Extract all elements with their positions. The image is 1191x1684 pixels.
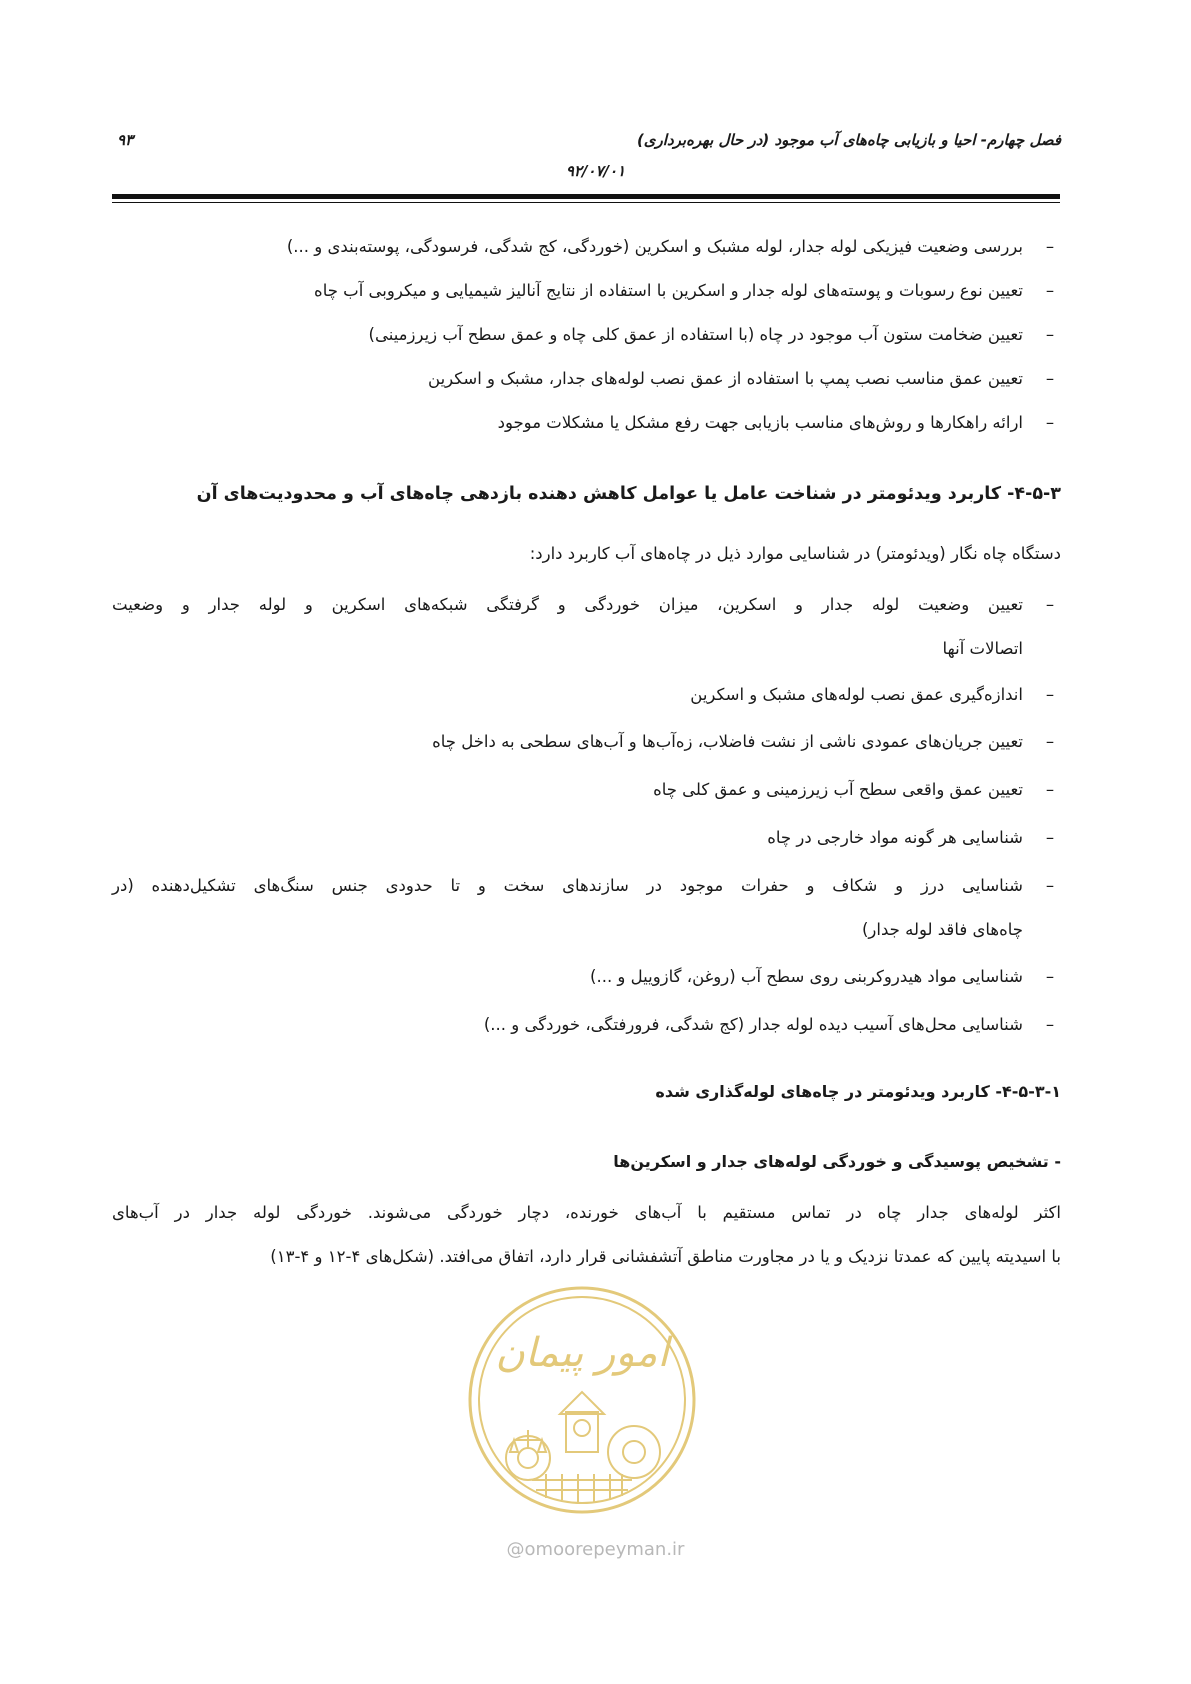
body-paragraph-line: با اسیدیته پایین که عمدتا نزدیک و یا در مجاورت مناطق آتشفشانی قرار دارد، اتفاق می‌افتد. (شکل‌های ۴-۱۲ و ۴-۱۳) bbox=[270, 1247, 1061, 1266]
dash-bullet-icon: – bbox=[1045, 237, 1055, 256]
globe-icon: @ bbox=[506, 1539, 525, 1560]
dash-bullet-icon: – bbox=[1045, 1015, 1055, 1034]
header-rule-thin bbox=[112, 202, 1060, 203]
dash-bullet-icon: – bbox=[1045, 732, 1055, 751]
dash-bullet-icon: – bbox=[1045, 780, 1055, 799]
stamp-text: امور پیمان bbox=[495, 1330, 669, 1376]
dash-bullet-icon: – bbox=[1045, 281, 1055, 300]
dash-bullet-icon: – bbox=[1045, 325, 1055, 344]
dash-bullet-icon: – bbox=[1045, 369, 1055, 388]
intro-paragraph: دستگاه چاه نگار (ویدئومتر) در شناسایی موارد ذیل در چاه‌های آب کاربرد دارد: bbox=[529, 544, 1061, 563]
sub-sub-heading: - تشخیص پوسیدگی و خوردگی لوله‌های جدار و اسکرین‌ها bbox=[613, 1152, 1061, 1171]
dash-bullet-icon: – bbox=[1045, 413, 1055, 432]
watermark-website: @omoorepeyman.ir bbox=[506, 1539, 685, 1560]
page-number: ۹۳ bbox=[117, 131, 134, 149]
watermark-stamp-icon bbox=[462, 1280, 702, 1520]
body-paragraph-line: اکثر لوله‌های جدار چاه در تماس مستقیم با آب‌های خورنده، دچار خوردگی می‌شوند. خوردگی لوله جدار در آب‌های bbox=[112, 1203, 1061, 1222]
dash-bullet-icon: – bbox=[1045, 685, 1055, 704]
dash-bullet-icon: – bbox=[1045, 967, 1055, 986]
chapter-title: فصل چهارم- احیا و بازیابی چاه‌های آب موجود (در حال بهره‌برداری) bbox=[636, 131, 1061, 149]
dash-bullet-icon: – bbox=[1045, 828, 1055, 847]
section-heading: ۴-۵-۳- کاربرد ویدئومتر در شناخت عامل یا عوامل کاهش دهنده بازدهی چاه‌های آب و محدودیت‌های آن bbox=[196, 484, 1061, 504]
header-date: ۹۲/۰۷/۰۱ bbox=[565, 162, 626, 180]
dash-bullet-icon: – bbox=[1045, 595, 1055, 614]
header-rule-thick bbox=[112, 194, 1060, 199]
document-page: فصل چهارم- احیا و بازیابی چاه‌های آب موجود (در حال بهره‌برداری) ۹۳ ۹۲/۰۷/۰۱ – بررسی وضعیت فیزیکی لوله جدار، لوله مشبک و اسکرین (خوردگی، کج شدگی، فرسودگی، پوسته‌بندی و ...) – تعیین نوع رسوبات و پوسته‌های لوله جدار و اسکرین با استفاده از نتایج آنالیز شیمیایی و میکروبی آب چاه – تعیین ضخامت ستون آب موجود در چاه (با استفاده از عمق کلی چاه و عمق سطح آب زیرزمینی) – تعیین عمق مناسب نصب پمپ با استفاده از عمق نصب لوله‌های جدار، مشبک و اسکرین – ارائه راهکارها و روش‌های مناسب بازیابی جهت رفع مشکل یا مشکلات موجود ۴-۵-۳- کاربرد ویدئومتر در شناخت عامل یا عوامل کاهش دهنده بازدهی چاه‌های آب و محدودیت‌های آن دستگاه چاه نگار (ویدئومتر) در شناسایی موارد ذیل در چاه‌های آب کاربرد دارد: – تعیین وضعیت لوله جدار و اسکرین، میزان خوردگی و گرفتگی شبکه‌های اسکرین و لوله جدار و وضعیت اتصالات آنها – اندازه‌گیری عمق نصب لوله‌های مشبک و اسکرین – تعیین جریان‌های عمودی ناشی از نشت فاضلاب، زه‌آب‌ها و آب‌های سطحی به داخل چاه – تعیین عمق واقعی سطح آب زیرزمینی و عمق کلی چاه – شناسایی هر گونه مواد خارجی در چاه – شناسایی درز و شکاف و حفرات موجود در سازندهای سخت و تا حدودی جنس سنگ‌های تشکیل‌دهنده (در چاه‌های فاقد لوله جدار) – شناسایی مواد هیدروکربنی روی سطح آب (روغن، گازوییل و ...) – شناسایی محل‌های آسیب دیده لوله جدار (کج شدگی، فرورفتگی، خوردگی و ...) ۴-۵-۳-۱- کاربرد ویدئومتر در چاه‌های لوله‌گذاری شده - تشخیص پوسیدگی و خوردگی لوله‌های جدار و اسکرین‌ها اکثر لوله‌های جدار چاه در تماس مستقیم با آب‌های خورنده، دچار خوردگی می‌شوند. خوردگی لوله جدار در آب‌های با اسیدیته پایین که عمدتا نزدیک و یا در مجاورت مناطق آتشفشانی قرار دارد، اتفاق می‌افتد. (شکل‌های ۴-۱۲ و ۴-۱۳) امور پیمان @omoorepeyman.ir bbox=[0, 0, 1191, 1684]
sub-heading: ۴-۵-۳-۱- کاربرد ویدئومتر در چاه‌های لوله‌گذاری شده bbox=[655, 1082, 1061, 1101]
dash-bullet-icon: – bbox=[1045, 876, 1055, 895]
